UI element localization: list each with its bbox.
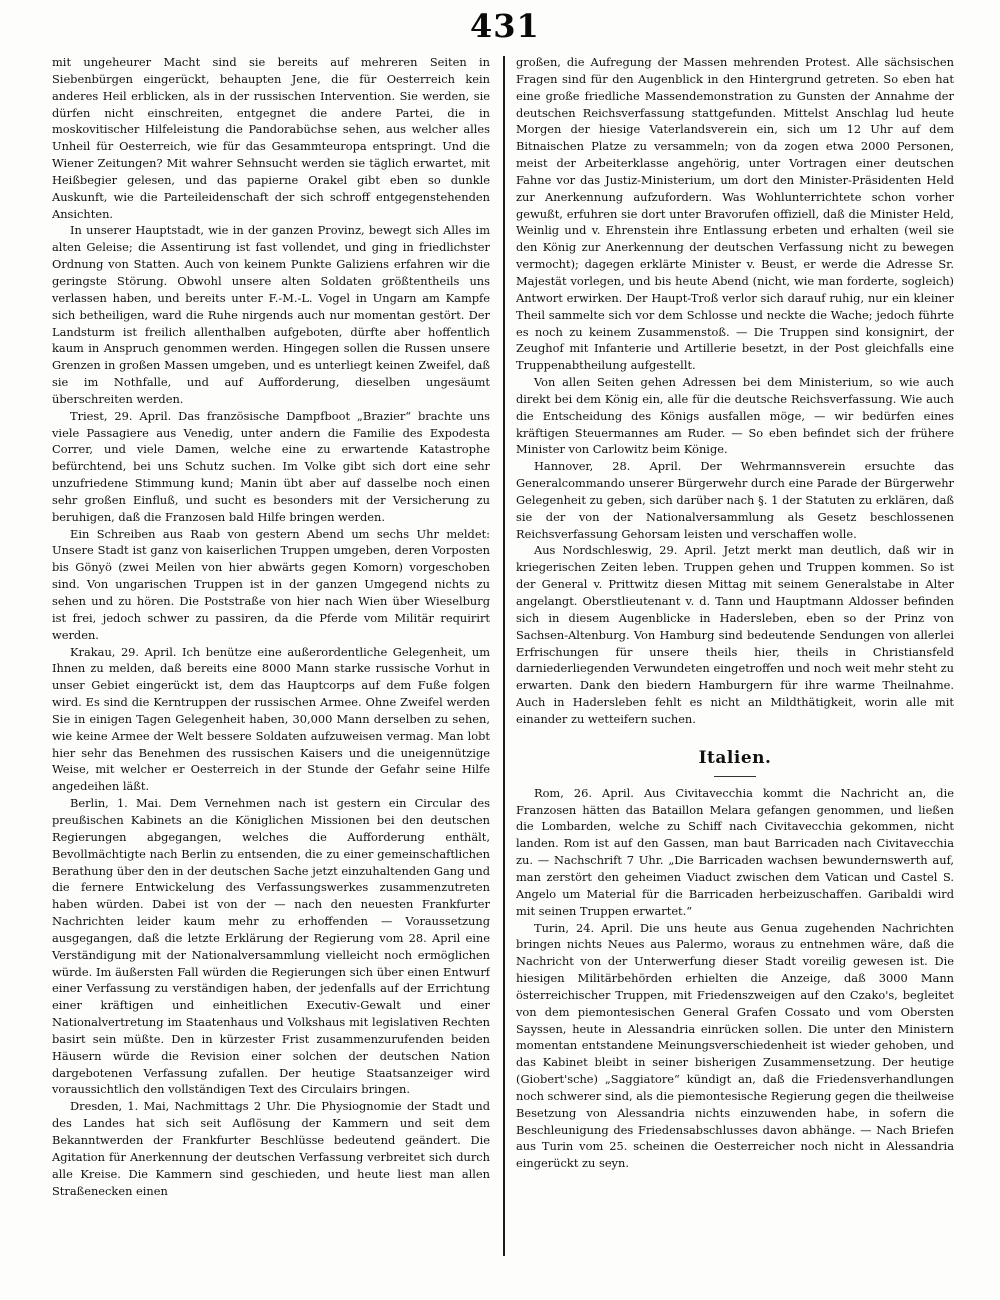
article-paragraph: mit ungeheurer Macht sind sie bereits auf mehreren Seiten in Siebenbürgen eingerückt, behaupten Jene, die für Oesterreich kein anderes Heil erblicken, als in der russischen Intervention. Sie werden, sie dürfen nicht einschreiten, entgegnet die andere Partei, die in moskovitischer Hilfeleistung die Pandorabüchse sehen, aus welcher alles Unheil für Oesterreich, wie für das Gesammteuropa entspringt. Und die Wiener Zeitungen? Mit wahrer Sehnsucht werden sie täglich erwartet, mit Heißbegier gelesen, und das papierne Orakel gibt eben so dunkle Auskunft, wie die Parteileidenschaft der sich schroff entgegenstehenden Ansichten. xyxy=(52,55,490,221)
article-paragraph: Berlin, 1. Mai. Dem Vernehmen nach ist gestern ein Circular des preußischen Kabinets an die Königlichen Missionen bei den deutschen Regierungen abgegangen, welches die Aufforderung enthält, Bevollmächtigte nach Berlin zu entsenden, die zu einer gemeinschaftlichen Berathung über den in der deutschen Sache jetzt einzuhaltenden Gang und die fernere Entwickelung des Verfassungswerkes zusammenzutreten haben würden. Dabei ist von der — nach den neuesten Frankfurter Nachrichten leider kaum mehr zu erhoffenden — Voraussetzung ausgegangen, daß die letzte Erklärung der Regierung vom 28. April eine Verständigung mit der Nationalversammlung vielleicht noch ermöglichen würde. Im äußersten Fall würden die Regierungen sich über einen Entwurf einer Verfassung zu verständigen haben, der jedenfalls auf der Errichtung einer kräftigen und einheitlichen Executiv-Gewalt und einer Nationalvertretung im Staatenhaus und Volkshaus mit legislativen Rechten basirt sein müßte. Den in kürzester Frist zusammenzurufenden beiden Häusern würde die Revision einer solchen der deutschen Nation dargebotenen Verfassung zufallen. Der heutige Staatsanzeiger wird voraussichtlich den vollständigen Text des Circulairs bringen. xyxy=(52,796,490,1097)
article-paragraph: Krakau, 29. April. Ich benütze eine außerordentliche Gelegenheit, um Ihnen zu melden, daß bereits eine 8000 Mann starke russische Vorhut in unser Gebiet eingerückt ist, dem das Hauptcorps auf dem Fuße folgen wird. Es sind die Kerntruppen der russischen Armee. Ohne Zweifel werden Sie in einigen Tagen Gelegenheit haben, 30,000 Mann derselben zu sehen, wie keine Armee der Welt bessere Soldaten aufzuweisen vermag. Man lobt hier sehr das Benehmen des russischen Kaisers und die uneigennützige Weise, mit welcher er Oesterreich in der Stunde der Gefahr seine Hilfe angedeihen läßt. xyxy=(52,644,490,794)
heading-rule xyxy=(714,776,756,777)
article-paragraph: Hannover, 28. April. Der Wehrmannsverein ersuchte das Generalcommando unserer Bürgerwehr durch eine Parade der Bürgerwehr Gelegenheit zu geben, sich darüber nach §. 1 der Statuten zu erklären, daß sie der von der Nationalversammlung als Gesetz beschlossenen Reichsverfassung Gehorsam leisten und verschaffen wolle. xyxy=(516,459,954,541)
page-number: 431 xyxy=(470,7,540,45)
article-paragraph: Aus Nordschleswig, 29. April. Jetzt merkt man deutlich, daß wir in kriegerischen Zeiten leben. Truppen gehen und Truppen kommen. So ist der General v. Prittwitz diesen Mittag mit seinem Generalstabe in Alter angelangt. Oberstlieutenant v. d. Tann und Hauptmann Aldosser befinden sich in diesem Augenblicke in Hadersleben, eben so der Prinz von Sachsen-Altenburg. Von Hamburg sind bedeutende Sendungen von allerlei Erfrischungen für unsere theils hier, theils in Christiansfeld darniederliegenden Verwundeten eingetroffen und noch weit mehr steht zu erwarten. Dank den biedern Hamburgern für ihre warme Theilnahme. Auch in Hadersleben fehlt es nicht an Mildthätigkeit, worin alle mit einander zu wetteifern suchen. xyxy=(516,543,954,726)
article-paragraph: großen, die Aufregung der Massen mehrenden Protest. Alle sächsischen Fragen sind für den Augenblick in den Hintergrund getreten. So eben hat eine große friedliche Massendemonstration zu Gunsten der Annahme der deutschen Reichsverfassung stattgefunden. Mittelst Anschlag lud heute Morgen der hiesige Vaterlandsverein ein, sich um 12 Uhr auf dem Bitnaischen Platze zu versammeln; von da zogen etwa 2000 Personen, meist der Arbeiterklasse angehörig, unter Vortragen einer deutschen Fahne vor das Justiz-Ministerium, um dort den Minister-Präsidenten Held zur Anerkennung aufzufordern. Was Wohlunterrichtete schon vorher gewußt, erfuhren sie dort unter Bravorufen offiziell, daß die Minister Held, Weinlig und v. Ehrenstein ihre Entlassung erbeten und erhalten (weil sie den König zur Anerkennung der deutschen Verfassung nicht zu bewegen vermocht); dagegen erklärte Minister v. Beust, er werde die Adresse Sr. Majestät vorlegen, und bis heute Abend (nicht, wie man forderte, sogleich) Antwort erwirken. Der Haupt-Troß verlor sich darauf ruhig, nur ein kleiner Theil sammelte sich vor dem Schlosse und neckte die Wache; jedoch führte es noch zu keinem Zusammenstoß. — Die Truppen sind konsignirt, der Zeughof mit Infanterie und Artillerie besetzt, in der Post gleichfalls eine Truppenabtheilung aufgestellt. xyxy=(516,55,954,373)
section-heading: Italien. xyxy=(698,747,772,768)
article-paragraph: Turin, 24. April. Die uns heute aus Genua zugehenden Nachrichten bringen nichts Neues aus Palermo, woraus zu entnehmen wäre, daß die Nachricht von der Unterwerfung dieser Stadt voreilig gewesen ist. Die hiesigen Militärbehörden erhielten die Anzeige, daß 3000 Mann österreichischer Truppen, mit Friedenszweigen auf den Czako's, begleitet von dem piemontesischen General Grafen Cossato und vom Obersten Sayssen, heute in Alessandria einrücken sollen. Die unter den Ministern momentan entstandene Meinungsverschiedenheit ist wieder gehoben, und das Kabinet bleibt in seiner bisherigen Zusammensetzung. Der heutige (Giobert'sche) „Saggiatore“ kündigt an, daß die Friedensverhandlungen noch schwerer sind, als die piemontesische Regierung gegen die theilweise Besetzung von Alessandria nichts einzuwenden habe, in sofern die Beschleunigung des Friedensabschlusses davon abhänge. — Nach Briefen aus Turin vom 25. scheinen die Oesterreicher noch nicht in Alessandria eingerückt zu seyn. xyxy=(516,920,954,1171)
column-divider xyxy=(503,56,505,1256)
article-paragraph: Von allen Seiten gehen Adressen bei dem Ministerium, so wie auch direkt bei dem König ein, alle für die deutsche Reichsverfassung. Wie auch die Entscheidung des Königs ausfallen möge, — wir bedürfen eines kräftigen Steuermannes am Ruder. — So eben befindet sich der frühere Minister von Carlowitz beim Könige. xyxy=(516,375,954,457)
article-paragraph: Ein Schreiben aus Raab von gestern Abend um sechs Uhr meldet: Unsere Stadt ist ganz von kaiserlichen Truppen umgeben, deren Vorposten bis Gönyö (zwei Meilen von hier abwärts gegen Komorn) vorgeschoben sind. Von ungarischen Truppen ist in der ganzen Umgegend nichts zu sehen und zu hören. Die Poststraße von hier nach Wien über Wieselburg ist frei, jedoch schwer zu passiren, da die Pferde vom Militär requirirt werden. xyxy=(52,526,490,642)
left-column xyxy=(52,54,490,1254)
article-paragraph: Rom, 26. April. Aus Civitavecchia kommt die Nachricht an, die Franzosen hätten das Bataillon Melara gefangen genommen, und ließen die Lombarden, welche zu Schiff nach Civitavecchia gekommen, nicht landen. Rom ist auf den Gassen, man baut Barricaden nach Civitavecchia zu. — Nachschrift 7 Uhr. „Die Barricaden wachsen bewundernswerth auf, man zerstört den geheimen Viaduct zwischen dem Vatican und Castel S. Angelo um Material für die Barricaden herbeizuschaffen. Garibaldi wird mit seinen Truppen erwartet.“ xyxy=(516,785,954,918)
article-paragraph: Triest, 29. April. Das französische Dampfboot „Brazier“ brachte uns viele Passagiere aus Venedig, unter andern die Familie des Expodesta Correr, und viele Damen, welche eine zu erwartende Katastrophe befürchtend, bei uns Schutz suchen. Im Volke gibt sich dort eine sehr unzufriedene Stimmung kund; Manin übt aber auf dasselbe noch einen sehr großen Einfluß, und sucht es besonders mit der Versicherung zu beruhigen, daß die Franzosen bald Hilfe bringen werden. xyxy=(52,408,490,524)
article-paragraph: In unserer Hauptstadt, wie in der ganzen Provinz, bewegt sich Alles im alten Geleise; die Assentirung ist fast vollendet, und ging in friedlichster Ordnung von Statten. Auch von keinem Punkte Galiziens erfahren wir die geringste Störung. Obwohl unsere alten Soldaten größtentheils uns verlassen haben, und bereits unter F.-M.-L. Vogel in Ungarn am Kampfe sich betheiligen, ward die Ruhe nirgends auch nur momentan gestört. Der Landsturm ist freilich allenthalben aufgeboten, dürfte aber hoffentlich kaum in Anspruch genommen werden. Hingegen sollen die Russen unsere Grenzen in großen Massen umgeben, und es unterliegt keinen Zweifel, daß sie im Nothfalle, und auf Aufforderung, dieselben ungesäumt überschreiten werden. xyxy=(52,223,490,406)
article-paragraph: Dresden, 1. Mai, Nachmittags 2 Uhr. Die Physiognomie der Stadt und des Landes hat sich seit Auflösung der Kammern und seit dem Bekanntwerden der Frankfurter Beschlüsse bedeutend geändert. Die Agitation für Anerkennung der deutschen Verfassung verbreitet sich durch alle Kreise. Die Kammern sind geschieden, und heute liest man allen Straßenecken einen xyxy=(52,1099,490,1198)
right-column xyxy=(516,54,954,1254)
